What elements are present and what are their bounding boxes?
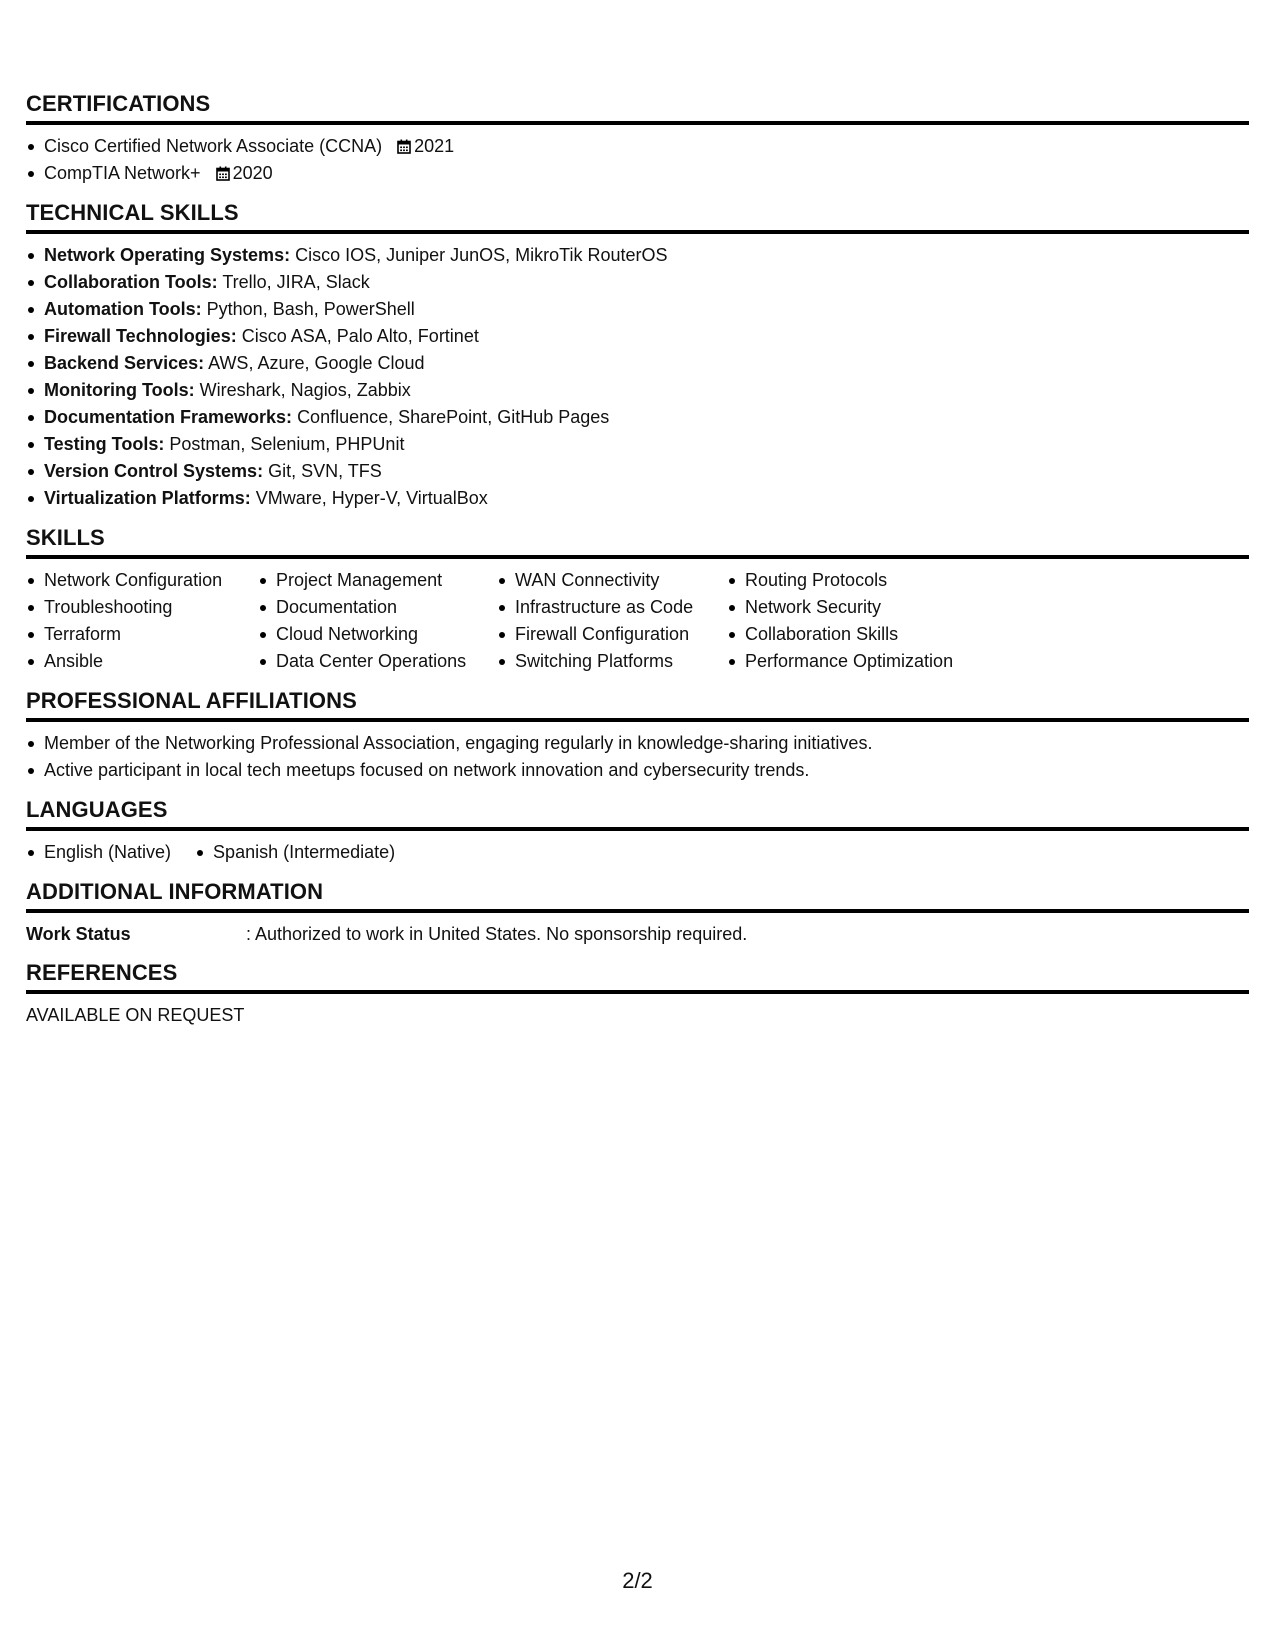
skills-column (258, 567, 497, 675)
list-item (26, 323, 1249, 350)
list-item: Data Center Operations (258, 648, 497, 675)
certification-name: Cisco Certified Network Associate (CCNA) (44, 136, 383, 156)
list-item (26, 133, 1249, 160)
work-status-value: : Authorized to work in United States. No sponsorship required. (246, 924, 748, 944)
certification-year: 2020 (232, 163, 273, 183)
languages-section (26, 798, 1249, 866)
list-item: English (Native) (26, 839, 171, 866)
section-title-technical-skills: TECHNICAL SKILLS (26, 201, 1249, 234)
list-item (26, 242, 1249, 269)
tech-skill-label: Firewall Technologies: (44, 326, 237, 346)
technical-skills-section (26, 201, 1249, 512)
tech-skill-label: Automation Tools: (44, 299, 202, 319)
section-title-skills: SKILLS (26, 526, 1249, 559)
references-text: AVAILABLE ON REQUEST (26, 1005, 245, 1025)
technical-skills-list (26, 242, 1249, 512)
section-title-languages: LANGUAGES (26, 798, 1249, 831)
page-number: 2/2 (622, 1568, 653, 1593)
skills-column (727, 567, 987, 675)
calendar-icon (397, 139, 411, 154)
certifications-list (26, 133, 1249, 187)
list-item: Project Management (258, 567, 497, 594)
skills-column (26, 567, 258, 675)
additional-info-section (26, 880, 1249, 947)
list-item: Switching Platforms (497, 648, 727, 675)
tech-skill-label: Testing Tools: (44, 434, 165, 454)
calendar-icon (216, 166, 230, 181)
tech-skill-value: VMware, Hyper-V, VirtualBox (255, 488, 488, 508)
resume-page (26, 92, 1249, 1028)
languages-list (26, 839, 1249, 866)
tech-skill-value: Postman, Selenium, PHPUnit (169, 434, 405, 454)
skills-grid (26, 567, 1249, 675)
tech-skill-value: Python, Bash, PowerShell (206, 299, 415, 319)
list-item: Infrastructure as Code (497, 594, 727, 621)
tech-skill-value: Cisco ASA, Palo Alto, Fortinet (241, 326, 479, 346)
affiliations-section (26, 689, 1249, 784)
list-item (26, 350, 1249, 377)
tech-skill-value: Git, SVN, TFS (268, 461, 382, 481)
list-item (26, 160, 1249, 187)
references-section (26, 961, 1249, 1028)
certification-year: 2021 (414, 136, 455, 156)
list-item: Network Configuration (26, 567, 258, 594)
section-title-certifications: CERTIFICATIONS (26, 92, 1249, 125)
work-status-label: Work Status (26, 924, 131, 944)
section-title-affiliations: PROFESSIONAL AFFILIATIONS (26, 689, 1249, 722)
list-item: WAN Connectivity (497, 567, 727, 594)
tech-skill-value: Trello, JIRA, Slack (222, 272, 370, 292)
list-item: Spanish (Intermediate) (195, 839, 395, 866)
list-item: Ansible (26, 648, 258, 675)
tech-skill-value: AWS, Azure, Google Cloud (208, 353, 425, 373)
list-item (26, 377, 1249, 404)
tech-skill-label: Documentation Frameworks: (44, 407, 293, 427)
tech-skill-value: Wireshark, Nagios, Zabbix (199, 380, 411, 400)
list-item (26, 404, 1249, 431)
list-item: Firewall Configuration (497, 621, 727, 648)
list-item: Troubleshooting (26, 594, 258, 621)
list-item (26, 296, 1249, 323)
tech-skill-value: Confluence, SharePoint, GitHub Pages (297, 407, 610, 427)
list-item: Collaboration Skills (727, 621, 987, 648)
list-item: Cloud Networking (258, 621, 497, 648)
tech-skill-label: Version Control Systems: (44, 461, 264, 481)
section-title-references: REFERENCES (26, 961, 1249, 994)
tech-skill-label: Monitoring Tools: (44, 380, 195, 400)
list-item (26, 485, 1249, 512)
list-item: Member of the Networking Professional Association, engaging regularly in knowledge-sharing initiatives. (26, 730, 1249, 757)
section-title-additional-info: ADDITIONAL INFORMATION (26, 880, 1249, 913)
tech-skill-label: Virtualization Platforms: (44, 488, 251, 508)
tech-skill-label: Backend Services: (44, 353, 205, 373)
list-item: Terraform (26, 621, 258, 648)
tech-skill-label: Collaboration Tools: (44, 272, 218, 292)
list-item: Performance Optimization (727, 648, 987, 675)
tech-skill-value: Cisco IOS, Juniper JunOS, MikroTik RouterOS (295, 245, 668, 265)
list-item: Routing Protocols (727, 567, 987, 594)
list-item (26, 458, 1249, 485)
list-item (26, 269, 1249, 296)
skills-section (26, 526, 1249, 675)
skills-column (497, 567, 727, 675)
affiliations-list (26, 730, 1249, 784)
tech-skill-label: Network Operating Systems: (44, 245, 291, 265)
work-status-row (26, 921, 1249, 947)
certification-name: CompTIA Network+ (44, 163, 201, 183)
list-item: Documentation (258, 594, 497, 621)
list-item (26, 431, 1249, 458)
list-item: Network Security (727, 594, 987, 621)
list-item: Active participant in local tech meetups focused on network innovation and cybersecurity trends. (26, 757, 1249, 784)
certifications-section (26, 92, 1249, 187)
